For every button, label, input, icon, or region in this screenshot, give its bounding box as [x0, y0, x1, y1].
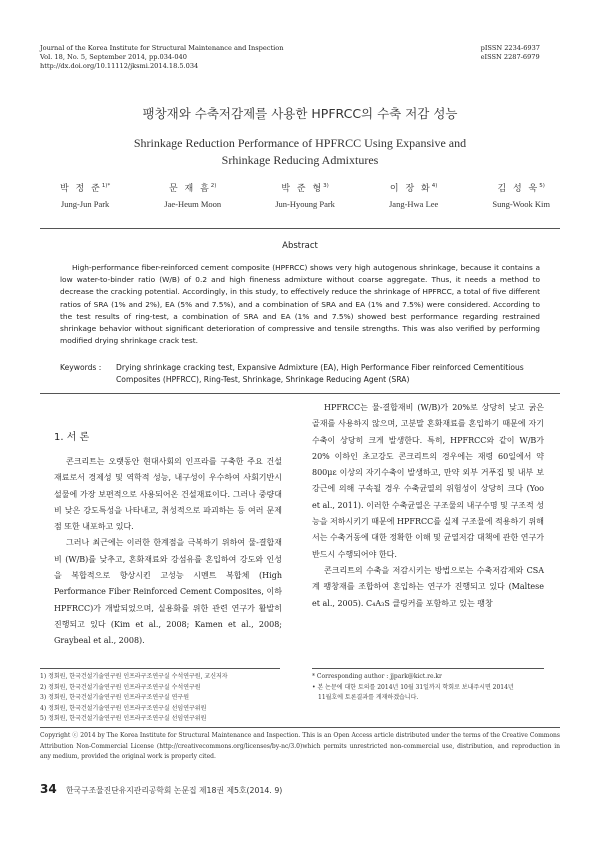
keywords	[60, 362, 540, 387]
keywords-text: Drying shrinkage cracking test, Expansive Admixture (EA), High Performance Fiber reinforced Cementitious Composites (HPFRCC), Ring-Test, Shrinkage, Shrinkage Reducing Agent (SRA)	[116, 363, 524, 385]
title-english	[0, 135, 600, 169]
footnote-item: 4) 정회원, 한국건설기술연구원 인프라구조연구실 선임연구위원	[40, 704, 207, 712]
author-name-ko: 이 장 화	[389, 184, 432, 194]
paragraph: 콘크리트의 수축을 저감시키는 방법으로는 수축저감제와 CSA계 팽창재를 조합하여 혼입하는 연구가 진행되고 있다 (Maltese et al., 2005). C₄A₃S 클링커를 포함하고 있는 팽창	[312, 565, 544, 608]
author-name-ko: 김 성 욱	[497, 184, 540, 194]
author-name-en: Jun-Hyoung Park	[275, 199, 335, 209]
eissn: eISSN 2287-6979	[480, 53, 540, 61]
footnote-item: 5) 정회원, 한국건설기술연구원 인프라구조연구실 선임연구위원	[40, 715, 207, 723]
footnote-divider	[312, 668, 544, 669]
author	[164, 181, 221, 209]
title-korean: 팽창재와 수축저감제를 사용한 HPFRCC의 수축 저감 성능	[142, 106, 458, 121]
correspondence-footnotes	[312, 672, 552, 704]
author-affiliation-mark: 5)	[539, 183, 545, 189]
page-number: 34	[40, 782, 57, 796]
author	[389, 181, 438, 209]
divider	[40, 228, 560, 229]
discussion-note: 11월호에 토론결과를 게재하겠습니다.	[318, 694, 419, 702]
author-name-en: Jang-Hwa Lee	[388, 199, 439, 209]
author-list	[60, 181, 550, 209]
footnote-divider	[40, 668, 280, 669]
journal-header	[40, 44, 283, 71]
affiliation-footnotes	[40, 672, 290, 725]
section-heading: 1. 서 론	[54, 432, 90, 443]
abstract-heading: Abstract	[282, 241, 318, 251]
keywords-label: Keywords :	[60, 363, 102, 372]
author	[275, 181, 335, 209]
author-name-ko: 박 정 준	[60, 184, 102, 194]
author-name-en: Sung-Wook Kim	[492, 199, 550, 209]
journal-name: Journal of the Korea Institute for Structural Maintenance and Inspection	[40, 44, 284, 52]
title-english-line2: Srhinkage Reducing Admixtures	[221, 153, 379, 167]
divider	[40, 393, 560, 394]
author-name-ko: 문 재 흠	[168, 184, 211, 194]
author-affiliation-mark: 1)*	[101, 183, 111, 189]
divider	[40, 727, 560, 728]
corresponding-author: * Corresponding author : jjpark@kict.re.kr	[312, 673, 442, 680]
copyright-notice: Copyright ⓒ 2014 by The Korea Institute for Structural Maintenance and Inspection. This is an Open Access article distributed under the terms of the Creative Commons Attribution Non-Commercial License (http://creativecommons.org/licenses/by-nc/3.0)which permits unrestricted non-commercial use, distribution, and reproduction in any medium, provided the original work is properly cited.	[40, 732, 560, 761]
author-name-en: Jung-Jun Park	[60, 199, 110, 209]
footnote-item: 2) 정회원, 한국건설기술연구원 인프라구조연구실 수석연구원	[40, 683, 201, 691]
doi-link[interactable]: http://dx.doi.org/10.11112/jksmi.2014.18.5.034	[40, 62, 199, 70]
journal-footer: 한국구조물진단유지관리공학회 논문집 제18권 제5호(2014. 9)	[66, 786, 283, 795]
issn-block	[481, 44, 540, 62]
author-affiliation-mark: 2)	[210, 183, 217, 189]
title-english-line1: Shrinkage Reduction Performance of HPFRCC Using Expansive and	[133, 136, 467, 150]
pissn: pISSN 2234-6937	[480, 44, 540, 52]
paragraph: HPFRCC는 물-결합재비 (W/B)가 20%로 상당히 낮고 굵은 골재를 사용하지 않으며, 고분말 혼화재료를 혼입하기 때문에 자기수축이 상당히 크게 발생한다. 특히, HPFRCC와 같이 W/B가 20% 이하인 초고강도 콘크리트의 경우에는 재령 60일에서 약 800με 이상의 자기수축이 발생하고, 만약 외부 거푸집 및 내부 보강근에 의해 구속될 경우 수축균열의 위험성이 상당히 크다 (Yoo et al., 2011). 이러한 수축균열은 구조물의 내구수명 및 구조적 성능을 저하시키기 때문에 HPFRCC를 실제 구조물에 적용하기 위해서는 수축거동에 대한 정확한 이해 및 균열저감 대책에 관한 연구가 반드시 수행되어야 한다.	[312, 403, 544, 559]
footnote-item: 1) 정회원, 한국건설기술연구원 인프라구조연구실 수석연구원, 교신저자	[40, 673, 228, 680]
body-column-right	[312, 400, 544, 612]
author-affiliation-mark: 4)	[431, 183, 438, 189]
author	[492, 181, 550, 209]
body-column-left	[54, 454, 282, 650]
author-affiliation-mark: 3)	[323, 183, 329, 189]
discussion-note: • 본 논문에 대한 토의를 2014년 10월 31일까지 학회로 보내주시면 2014년	[312, 683, 514, 691]
author	[60, 181, 110, 209]
author-name-ko: 박 준 형	[281, 184, 324, 194]
paragraph: 그러나 최근에는 이러한 한계점을 극복하기 위하여 물-결합재비 (W/B)를 낮추고, 혼화재료와 강섬유를 혼입하여 강도와 인성을 복합적으로 향상시킨 고성능 시멘트 복합체 (High Performance Fiber Reinforced Cement Composites, 이하 HPFRCC)가 개발되었으며, 실용화를 위한 관련 연구가 활발히 진행되고 있다 (Kim et al., 2008; Kamen et al., 2008; Graybeal et al., 2008).	[54, 538, 282, 646]
paragraph: 콘크리트는 오랫동안 현대사회의 인프라를 구축한 주요 건설재료로서 경제성 및 역학적 성능, 내구성이 우수하여 사회기반시설물에 가장 보편적으로 사용되어온 건설재료이다. 그러나 중량대비 낮은 강도특성을 나타내고, 취성적으로 파괴하는 등 여러 문제점 또한 내포하고 있다.	[54, 457, 282, 532]
footnote-item: 3) 정회원, 한국건설기술연구원 인프라구조연구실 연구원	[40, 694, 190, 702]
author-name-en: Jae-Heum Moon	[164, 199, 222, 209]
journal-volume: Vol. 18, No. 5, September 2014, pp.034-040	[40, 53, 187, 61]
abstract-text: High-performance fiber-reinforced cement composite (HPFRCC) shows very high autogenous shrinkage, because it contains a low water-to-binder ratio (W/B) of 0.2 and high fineness admixture without coarse aggregate. Thus, it needs a method to decrease the cracking potential. Accordingly, in this study, to effectively reduce the shrinkage of HPFRCC, a total of five different ratios of SRA (1% and 2%), EA (5% and 7.5%), and a combination of SRA and EA (1% and 7.5%) were considered. According to the test results of ring-test, a combination of SRA and EA (1% and 7.5%) showed best performance regarding restrained shrinkage behavior without significant deterioration of compressive and tensile strengths. This was also verified by performing modified drying shrinkage crack test.	[60, 263, 540, 346]
